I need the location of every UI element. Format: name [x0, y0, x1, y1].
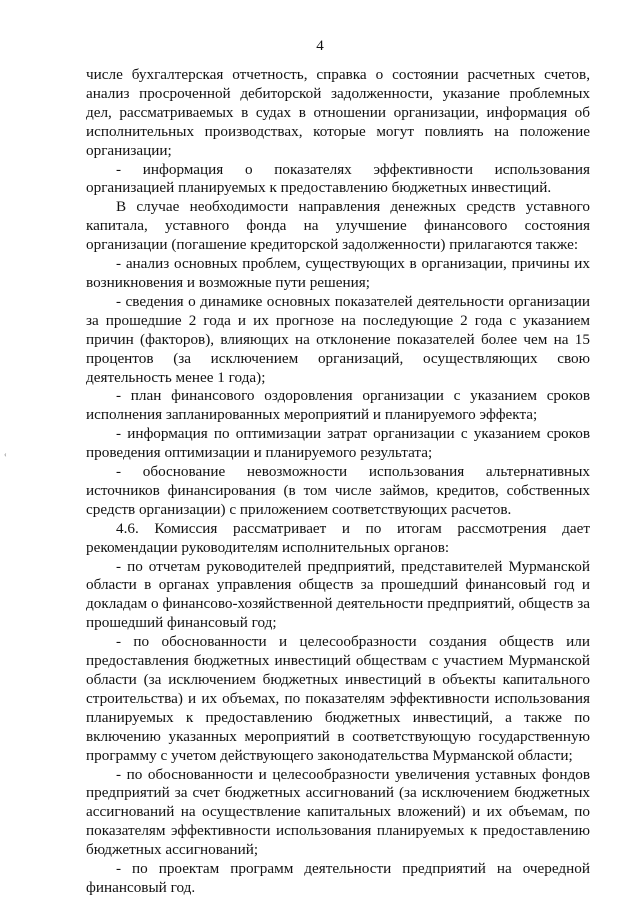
paragraph-investment-efficiency: - информация о показателях эффективности использования организацией планируемых к предоставлению бюджетных инвестиций. — [86, 160, 590, 197]
paragraph-annual-reports: - по отчетам руководителей предприятий, представителей Мурманской области в органах управления обществ за прошедший финансовый год и докладам о финансово-хозяйственной деятельности предприятий, обществ за прошедший финансовый год; — [86, 557, 590, 632]
paragraph-indicator-dynamics: - сведения о динамике основных показателей деятельности организации за прошедшие 2 года и их прогнозе на последующие 2 года с указанием причин (факторов), влияющих на отклонение показателей более чем на 15 процентов (за исключением организаций, осуществляющих свою деятельность менее 1 года); — [86, 292, 590, 386]
paragraph-alternative-financing: - обоснование невозможности использования альтернативных источников финансирования (в том числе займов, кредитов, собственных средств организации) с приложением соответствующих расчетов. — [86, 463, 590, 518]
paragraph-activity-programs: - по проектам программ деятельности предприятий на очередной финансовый год. — [86, 860, 590, 896]
paragraph-recovery-plan: - план финансового оздоровления организации с указанием сроков исполнения запланированных мероприятий и планируемого эффекта; — [86, 387, 590, 424]
document-body — [86, 66, 590, 898]
paragraph-cost-optimization: - информация по оптимизации затрат организации с указанием сроков проведения оптимизации и планируемого результата; — [86, 425, 590, 462]
paragraph-financial-documents: числе бухгалтерская отчетность, справка о состоянии расчетных счетов, анализ просроченной дебиторской задолженности, указание проблемных дел, рассматриваемых в судах в отношении организации, информация об исполнительных производствах, которые могут повлиять на положение организации; — [86, 66, 590, 159]
paragraph-section-4-6: 4.6. Комиссия рассматривает и по итогам рассмотрения дает рекомендации руководителям исполнительных органов: — [86, 519, 590, 556]
page-number: 4 — [316, 38, 324, 54]
paragraph-charter-fund-increase: - по обоснованности и целесообразности увеличения уставных фондов предприятий за счет бюджетных ассигнований (за исключением бюджетных ассигнований на осуществление капитальных вложений) и их объемам, по показателям эффективности использования планируемых к предоставлению бюджетных ассигнований; — [86, 765, 590, 859]
paragraph-problem-analysis: - анализ основных проблем, существующих в организации, причины их возникновения и возможные пути решения; — [86, 255, 590, 291]
paragraph-company-creation: - по обоснованности и целесообразности создания обществ или предоставления бюджетных инвестиций обществам с участием Мурманской области (за исключением бюджетных инвестиций в объекты капитального строительства) и их объемах, по показателям эффективности использования планируемых к предоставлению бюджетных инвестиций, а также по включению указанных мероприятий в соответствующую государственную программу с учетом действующего законодательства Мурманской области; — [86, 633, 590, 764]
margin-mark: ‹ — [4, 450, 7, 459]
paragraph-capital-direction: В случае необходимости направления денежных средств уставного капитала, уставного фонда на улучшение финансового состояния организации (погашение кредиторской задолженности) прилагаются также: — [86, 198, 590, 254]
